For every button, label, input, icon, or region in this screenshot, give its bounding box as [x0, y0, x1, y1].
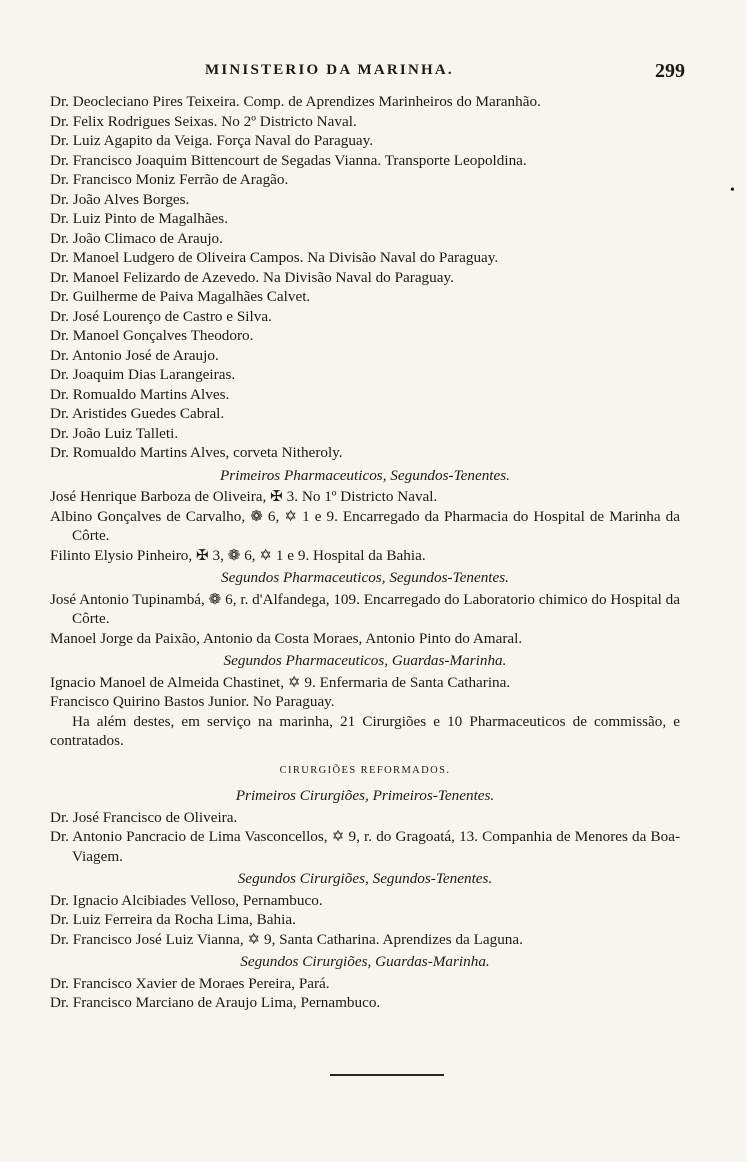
list-item: Ignacio Manoel de Almeida Chastinet, ✡ 9. Enfermaria de Santa Catharina. — [50, 673, 511, 691]
page-title: MINISTERIO DA MARINHA. — [205, 62, 454, 78]
paragraph: Ha além destes, em serviço na marinha, 21 Cirurgiões e 10 Pharmaceuticos de commissão, e contratados. — [50, 712, 680, 749]
list-item: Dr. Manoel Felizardo de Azevedo. Na Divisão Naval do Paraguay. — [50, 268, 454, 286]
list-item: Albino Gonçalves de Carvalho, ❁ 6, ✡ 1 e 9. Encarregado da Pharmacia do Hospital de Marinha da Côrte. — [50, 507, 680, 544]
margin-dot: • — [730, 183, 735, 198]
page-number: 299 — [655, 60, 685, 82]
list-item: Dr. João Luiz Talleti. — [50, 424, 179, 442]
list-item: Dr. Guilherme de Paiva Magalhães Calvet. — [50, 288, 311, 305]
list-item: Dr. Manoel Ludgero de Oliveira Campos. Na Divisão Naval do Paraguay. — [50, 249, 499, 266]
list-item: Dr. Ignacio Alcibiades Velloso, Pernambuco. — [50, 891, 323, 909]
page-content — [50, 92, 680, 1013]
list-item: Manoel Jorge da Paixão, Antonio da Costa Moraes, Antonio Pinto do Amaral. — [50, 629, 523, 647]
section-heading: Primeiros Pharmaceuticos, Segundos-Tenentes. — [220, 466, 510, 484]
list-item: Francisco Quirino Bastos Junior. No Paraguay. — [50, 693, 335, 710]
end-rule — [330, 1074, 444, 1076]
list-item: Dr. Luiz Agapito da Veiga. Força Naval do Paraguay. — [50, 132, 374, 149]
list-item: Dr. Luiz Ferreira da Rocha Lima, Bahia. — [50, 911, 296, 928]
list-item: Dr. Francisco José Luiz Vianna, ✡ 9, Santa Catharina. Aprendizes da Laguna. — [50, 930, 523, 948]
list-item: Dr. Antonio Pancracio de Lima Vasconcellos, ✡ 9, r. do Gragoatá, 13. Companhia de Menores da Boa-Viagem. — [50, 828, 680, 865]
list-item: Filinto Elysio Pinheiro, ✠ 3, ❁ 6, ✡ 1 e 9. Hospital da Bahia. — [50, 546, 426, 564]
list-item: Dr. Francisco Xavier de Moraes Pereira, Pará. — [50, 974, 330, 992]
section-heading: Segundos Pharmaceuticos, Guardas-Marinha. — [223, 652, 507, 669]
list-item: Dr. João Alves Borges. — [50, 190, 190, 208]
list-item: Dr. Aristides Guedes Cabral. — [50, 405, 225, 422]
list-item: Dr. Antonio José de Araujo. — [50, 346, 219, 364]
list-item: Dr. João Climaco de Araujo. — [50, 229, 223, 247]
list-item: Dr. Felix Rodrigues Seixas. No 2º Districto Naval. — [50, 112, 357, 130]
list-item: José Antonio Tupinambá, ❁ 6, r. d'Alfandega, 109. Encarregado do Laboratorio chimico do Hospital da Côrte. — [50, 590, 681, 627]
list-item: Dr. Francisco Joaquim Bittencourt de Segadas Vianna. Transporte Leopoldina. — [50, 151, 527, 169]
list-item: Dr. José Lourenço de Castro e Silva. — [50, 307, 272, 325]
section-heading: Segundos Cirurgiões, Guardas-Marinha. — [240, 953, 490, 970]
list-item: Dr. Manoel Gonçalves Theodoro. — [50, 327, 254, 344]
list-item: Dr. Francisco Moniz Ferrão de Aragão. — [50, 171, 289, 188]
section-heading: Segundos Pharmaceuticos, Segundos-Tenentes. — [221, 569, 509, 586]
list-item: Dr. Romualdo Martins Alves. — [50, 385, 230, 403]
list-item: Dr. Romualdo Martins Alves, corveta Nitheroly. — [50, 444, 343, 461]
page-header — [0, 62, 747, 86]
list-item: Dr. Joaquim Dias Larangeiras. — [50, 366, 236, 383]
list-item: José Henrique Barboza de Oliveira, ✠ 3. No 1º Districto Naval. — [50, 488, 438, 505]
list-item: Dr. Francisco Marciano de Araujo Lima, Pernambuco. — [50, 994, 381, 1011]
list-item: Dr. José Francisco de Oliveira. — [50, 808, 238, 826]
section-heading: Segundos Cirurgiões, Segundos-Tenentes. — [237, 870, 493, 887]
section-title: CIRURGIÕES REFORMADOS. — [279, 764, 451, 776]
section-heading: Primeiros Cirurgiões, Primeiros-Tenentes. — [235, 787, 495, 804]
list-item: Dr. Deocleciano Pires Teixeira. Comp. de Aprendizes Marinheiros do Maranhão. — [50, 93, 541, 110]
list-item: Dr. Luiz Pinto de Magalhães. — [50, 210, 228, 227]
